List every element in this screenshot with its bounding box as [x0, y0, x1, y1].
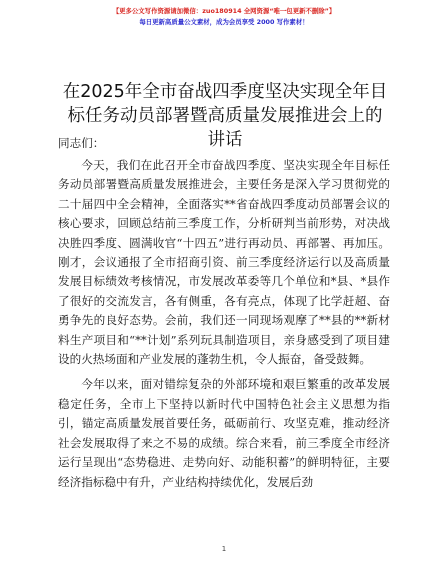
promo-banner	[0, 6, 448, 28]
greeting: 同志们：	[58, 136, 105, 150]
paragraph: 今年以来，面对错综复杂的外部环境和艰巨繁重的改革发展稳定任务，全市上下坚持以新时代中国特色社会主义思想为指引，锚定高质量发展首要任务，砥砺前行、攻坚克难，推动经济社会发展取得了来之不易的成绩。综合来看，前三季度全市经济运行呈现出“态势稳进、走势向好、动能积蓄”的鲜明特征，主要经济指标稳中有升，产业结构持续优化，发展后劲	[58, 377, 390, 489]
document-title: 在2025年全市奋战四季度坚决实现全年目标任务动员部署暨高质量发展推进会上的讲话	[62, 82, 388, 150]
document-body	[58, 156, 390, 498]
promo-line-1: 【更多公文写作资源请加微信：zuo180914 全网资源“唯一包更新不删除”】	[112, 7, 336, 15]
paragraph: 今天，我们在此召开全市奋战四季度、坚决实现全年目标任务动员部署暨高质量发展推进会，主要任务是深入学习贯彻党的二十届四中全会精神，全面落实**省奋战四季度动员部署会议的核心要求，回顾总结前三季度工作，分析研判当前形势，对决战决胜四季度、圆满收官“十四五”进行再动员、再部署、再加压。刚才，会议通报了全市招商引资、前三季度经济运行以及高质量发展目标绩效考核情况，市发展改革委等几个单位和*县、*县作了很好的交流发言，各有侧重，各有亮点，体现了比学赶超、奋勇争先的良好态势。会前，我们还一同现场观摩了**县的**新材料生产项目和“**计划”系列玩具制造项目，亲身感受到了项目建设的火热场面和产业发展的蓬勃生机，令人振奋，备受鼓舞。	[58, 158, 390, 367]
promo-line-2: 每日更新高质量公文素材，成为会员享受 2000 写作素材！	[139, 18, 309, 26]
page-number: 1	[221, 545, 227, 553]
